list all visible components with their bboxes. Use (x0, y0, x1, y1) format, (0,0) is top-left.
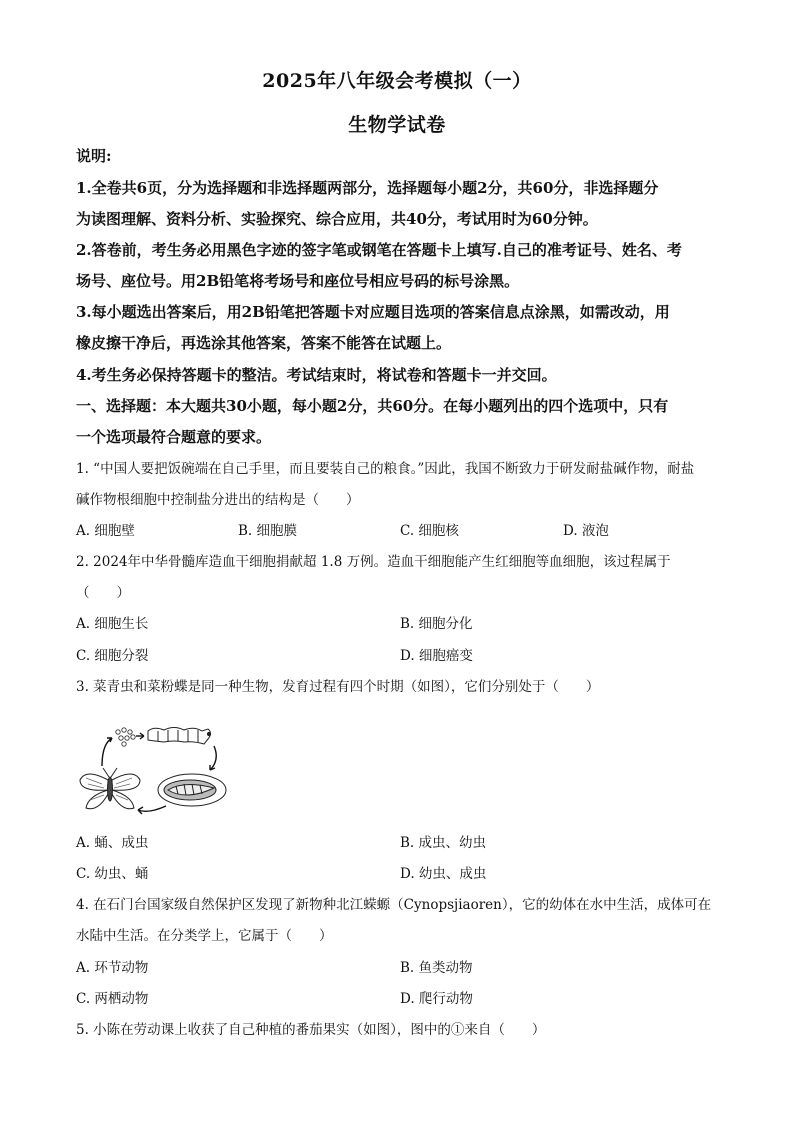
question-2-option-c: C. 细胞分裂 (76, 648, 149, 664)
question-4-line-2: 水陆中生活。在分类学上，它属于（ ） (76, 928, 333, 944)
question-3-option-d: D. 幼虫、成虫 (400, 866, 487, 882)
question-1-line-2: 碱作物根细胞中控制盐分进出的结构是（ ） (76, 492, 360, 508)
question-2-line-2: （ ） (76, 585, 130, 601)
page-subtitle: 生物学试卷 (348, 114, 446, 136)
pupa-icon (158, 774, 226, 806)
question-4-option-b: B. 鱼类动物 (400, 960, 473, 976)
instruction-4: 4.考生务必保持答题卡的整洁。考试结束时，将试卷和答题卡一并交回。 (76, 366, 557, 384)
question-2-option-d: D. 细胞癌变 (400, 648, 473, 664)
instruction-1-line-1: 1.全卷共6页，分为选择题和非选择题两部分，选择题每小题2分，共60分，非选择题分 (76, 179, 659, 197)
butterfly-icon (80, 768, 140, 809)
question-2-option-a: A. 细胞生长 (76, 616, 149, 632)
page-title: 2025年八年级会考模拟（一） (262, 70, 532, 92)
instruction-3-line-2: 橡皮擦干净后，再选涂其他答案，答案不能答在试题上。 (76, 334, 452, 352)
caterpillar-icon (148, 728, 211, 745)
question-4-option-a: A. 环节动物 (76, 960, 149, 976)
butterfly-lifecycle-figure (74, 722, 239, 832)
instruction-3-line-1: 3.每小题选出答案后，用2B铅笔把答题卡对应题目选项的答案信息点涂黑，如需改动，用 (76, 303, 670, 321)
question-1-option-d: D. 液泡 (563, 523, 609, 539)
section-1-heading-line-1: 一、选择题：本大题共30小题，每小题2分，共60分。在每小题列出的四个选项中，只有 (76, 397, 669, 415)
question-1-option-b: B. 细胞膜 (238, 523, 298, 539)
question-1-option-a: A. 细胞壁 (76, 523, 135, 539)
question-3-option-b: B. 成虫、幼虫 (400, 835, 487, 851)
question-3-line-1: 3. 菜青虫和菜粉蝶是同一种生物，发育过程有四个时期（如图），它们分别处于（ ） (76, 679, 600, 695)
question-1-option-c: C. 细胞核 (400, 523, 459, 539)
question-1-line-1: 1. “中国人要把饭碗端在自己手里，而且要装自己的粮食。”因此，我国不断致力于研发耐盐碱作物，耐盐 (76, 461, 695, 477)
question-5-line-1: 5. 小陈在劳动课上收获了自己种植的番茄果实（如图），图中的①来自（ ） (76, 1022, 546, 1038)
instruction-1-line-2: 为读图理解、资料分析、实验探究、综合应用，共40分，考试用时为60分钟。 (76, 210, 598, 228)
question-3-option-a: A. 蛹、成虫 (76, 835, 149, 851)
instruction-2-line-2: 场号、座位号。用2B铅笔将考场号和座位号相应号码的标号涂黑。 (76, 272, 520, 290)
question-4-line-1: 4. 在石门台国家级自然保护区发现了新物种北江蝾螈（Cynopsjiaoren），它的幼体在水中生活，成体可在 (76, 897, 712, 913)
question-2-option-b: B. 细胞分化 (400, 616, 473, 632)
question-4-option-d: D. 爬行动物 (400, 991, 473, 1007)
question-2-line-1: 2. 2024年中华骨髓库造血干细胞捐献超 1.8 万例。造血干细胞能产生红细胞等血细胞，该过程属于 (76, 554, 671, 570)
question-3-option-c: C. 幼虫、蛹 (76, 866, 149, 882)
instruction-2-line-1: 2.答卷前，考生务必用黑色字迹的签字笔或钢笔在答题卡上填写.自己的准考证号、姓名、考 (76, 241, 682, 259)
question-4-option-c: C. 两栖动物 (76, 991, 149, 1007)
instructions-label: 说明: (76, 147, 112, 165)
section-1-heading-line-2: 一个选项最符合题意的要求。 (76, 428, 272, 446)
eggs-icon (116, 728, 135, 746)
